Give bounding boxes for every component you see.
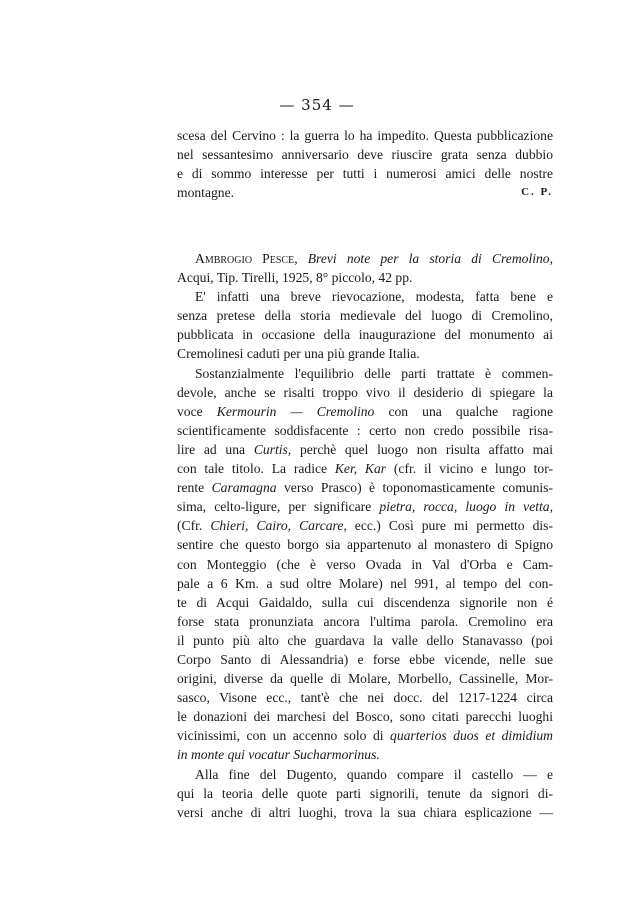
text-line	[177, 183, 553, 202]
citation-line	[177, 249, 553, 268]
text-line: il punto più alto che guardava la valle dello Stanavasso (poi	[177, 632, 553, 648]
text-line: scesa del Cervino : la guerra lo ha impedito. Questa pubblicazione	[177, 128, 553, 143]
text-line	[177, 478, 553, 497]
italic-run: Kermourin — Cremolino	[216, 403, 375, 419]
text-run: sima, celto-ligure, per significare	[177, 499, 372, 515]
text-run: verso Prasco) è toponomasticamente comunis-	[283, 480, 553, 496]
text-run: con tale titolo. La radice	[177, 461, 328, 477]
italic-run: in monte qui vocatur Sucharmorinus.	[177, 747, 380, 763]
reviewer-signature: C. P.	[521, 186, 553, 199]
text-line: con Monteggio (che è verso Ovada in Val d'Orba e Cam-	[177, 556, 553, 572]
text-line	[177, 459, 553, 478]
text-line: pale a 6 Km. a sud oltre Molare) nel 991, al tempo del con-	[177, 575, 553, 591]
text-line: nel sessantesimo anniversario deve riuscire grata senza dubbio	[177, 147, 553, 163]
italic-run: Chieri, Cairo, Carcare,	[210, 518, 347, 534]
text-line	[177, 516, 553, 535]
last-line-text: montagne.	[177, 185, 235, 201]
text-line: forse stata pronunziata ancora l'ultima parola. Cremolino era	[177, 613, 553, 629]
text-line: E' infatti una breve rievocazione, modesta, fatta bene e	[195, 289, 553, 305]
citation-publisher: Acqui, Tip. Tirelli, 1925, 8° piccolo, 42 pp.	[177, 270, 413, 286]
text-line: te di Acqui Gaidaldo, sulla cui discendenza signorile non é	[177, 594, 553, 610]
text-run: vicinissimi, con un accenno solo di	[177, 728, 384, 744]
text-line: Sostanzialmente l'equilibrio delle parti trattate è commen-	[195, 365, 553, 381]
italic-run: Curtis,	[253, 441, 292, 457]
text-run: voce	[177, 403, 203, 419]
text-line	[177, 402, 553, 421]
text-run: con una qualche ragione	[388, 403, 553, 419]
text-line: Corpo Santo di Alessandria) e forse ebbe vicende, nelle sue	[177, 651, 553, 667]
text-line: Alla fine del Dugento, quando compare il castello — e	[195, 766, 553, 782]
text-line: senza pretese della storia medievale del luogo di Cremolino,	[177, 308, 553, 324]
page-number: — 354 —	[279, 96, 355, 114]
text-line: Cremolinesi caduti per una più grande Italia.	[177, 346, 420, 362]
text-line: pubblicata in occasione della inaugurazione del monumento ai	[177, 327, 553, 343]
text-line: versi anche di altri luoghi, trova la sua chiara esplicazione —	[177, 804, 553, 820]
text-line	[177, 497, 553, 516]
text-line: devole, anche se risalti troppo vivo il desiderio di spiegare la	[177, 384, 553, 400]
text-line: scientificamente soddisfacente : certo non credo possibile risa-	[177, 422, 553, 438]
book-review	[177, 249, 553, 822]
text-line: origini, diverse da quelle di Molare, Morbello, Cassinelle, Mor-	[177, 671, 553, 687]
citation-title: Brevi note per la storia di Cremolino,	[307, 251, 553, 266]
text-line	[177, 726, 553, 745]
text-run: ecc.) Così pure mi permetto dis-	[354, 518, 553, 534]
previous-review-ending	[177, 126, 553, 202]
text-line: sasco, Visone ecc., tant'è che nei docc. del 1217-1224 circa	[177, 690, 553, 706]
text-line: qui la teoria delle quote parti signorili, tenute da signori di-	[177, 785, 553, 801]
text-run: (cfr. il vicino e lungo tor-	[393, 461, 553, 477]
italic-run: Ker, Kar	[334, 461, 387, 477]
text-line: sentire che questo borgo sia appartenuto al monastero di Spigno	[177, 537, 553, 553]
text-line	[177, 440, 553, 459]
italic-run: Caramagna	[211, 480, 277, 496]
text-line: le donazioni dei marchesi del Bosco, sono citati parecchi luoghi	[177, 709, 553, 725]
text-run: (Cfr.	[177, 518, 203, 534]
text-run: rente	[177, 480, 205, 496]
text-line: e di sommo interesse per tutti i numerosi amici delle nostre	[177, 166, 553, 182]
citation-author: Ambrogio Pesce,	[195, 251, 298, 266]
text-line	[177, 745, 553, 764]
text-run: lire ad una	[177, 441, 246, 457]
italic-run: pietra, rocca, luogo in vetta,	[379, 499, 553, 515]
italic-run: quarterios duos et dimidium	[390, 728, 553, 744]
text-run: perchè quel luogo non risulta affatto mai	[299, 441, 553, 457]
